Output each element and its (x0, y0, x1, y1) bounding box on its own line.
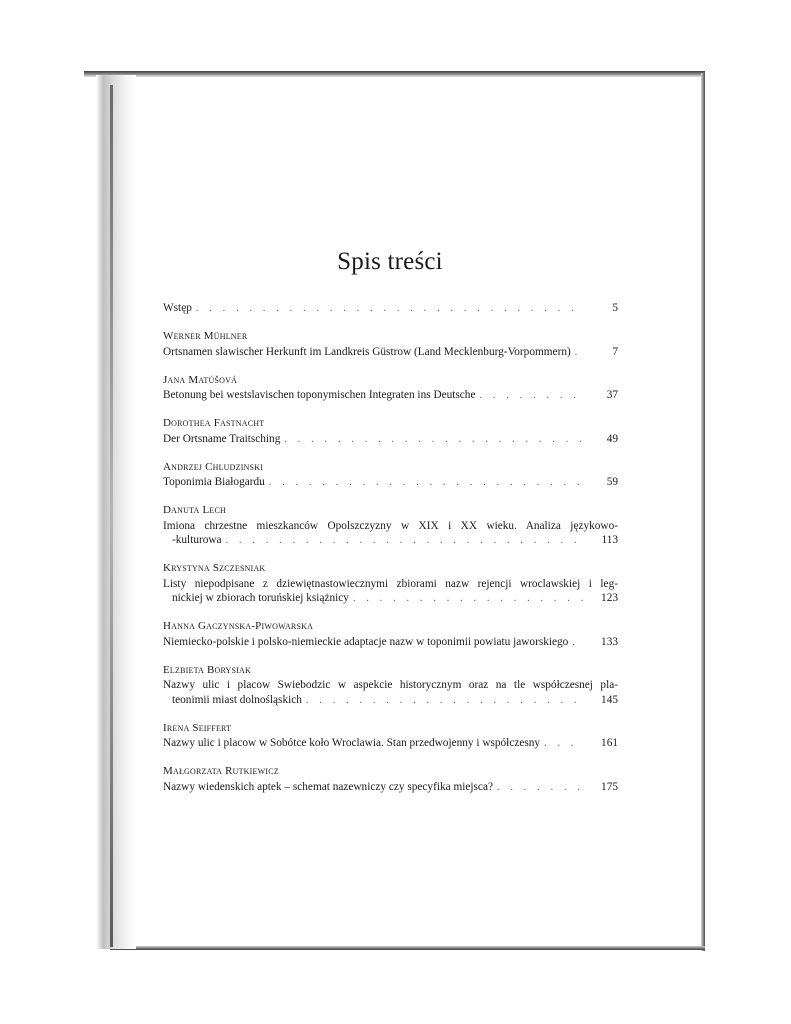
toc-title-line: nickiej w zbiorach toruńskiej książnicy (172, 592, 349, 604)
toc-line (163, 577, 618, 592)
toc-page-number: 5 (612, 302, 618, 314)
toc-page-number: 133 (601, 635, 618, 648)
dot-leader (479, 389, 584, 404)
toc-author: Małgorzata Rutkiewicz (163, 765, 279, 777)
toc-line (163, 475, 618, 491)
toc-entry (163, 301, 618, 317)
page-title: Spis treści (337, 248, 443, 275)
toc-title-line: Listy niepodpisane z dziewiętnastowiecznymi zbiorami nazw rejencji wroclawskiej i leg- (163, 577, 618, 590)
toc-page-number: 113 (601, 534, 618, 546)
toc-title-line: Nazwy wiedenskich aptek – schemat nazewniczy czy specyfika miejsca? (163, 780, 493, 793)
toc-title-line: Imiona chrzestne mieszkanców Opolszczyzny w XIX i XX wieku. Analiza językowo- (163, 519, 618, 532)
toc-line (163, 693, 618, 709)
toc-entry (163, 561, 618, 607)
toc-entry (163, 721, 618, 752)
toc-title-line: Nazwy ulic i placow Swiebodzic w aspekcie historycznym oraz na tle współczesnej pla- (163, 679, 618, 691)
toc-author: Werner Mühlner (163, 330, 248, 342)
toc-author: Elzbieta Borysiak (163, 663, 252, 676)
toc-page-number: 161 (601, 737, 618, 749)
toc-line (163, 519, 618, 534)
toc-author: Andrzej Chludzinski (163, 460, 264, 473)
dot-leader (196, 302, 584, 317)
toc-title-line: Wstęp (163, 302, 192, 314)
scan-top-edge (84, 71, 705, 77)
book-spine-line (110, 85, 113, 947)
toc-entry (163, 503, 618, 549)
dot-leader (497, 781, 584, 796)
toc-line (163, 780, 618, 796)
toc-page-number: 37 (606, 389, 618, 401)
toc-page-number: 145 (601, 693, 618, 706)
dot-leader (544, 737, 584, 752)
dot-leader (575, 346, 584, 361)
toc-line (163, 736, 618, 752)
dot-leader (284, 433, 584, 448)
toc-line (163, 591, 618, 607)
toc-author: Danuta Lech (163, 504, 226, 516)
toc-title-line: Der Ortsname Traitsching (163, 432, 281, 445)
toc-author: Krystyna Szczesniak (163, 562, 266, 574)
toc-title-line: -kulturowa (172, 534, 222, 546)
toc-line (163, 432, 618, 448)
scan-right-edge (701, 73, 705, 951)
dot-leader (353, 592, 584, 607)
table-of-contents (163, 301, 618, 808)
toc-line (163, 301, 618, 317)
dot-leader (306, 694, 584, 709)
toc-line (163, 635, 618, 651)
toc-page-number: 59 (606, 476, 618, 488)
toc-title-line: Nazwy ulic i placow w Sobótce koło Wroclawia. Stan przedwojenny i współczesny (163, 737, 541, 749)
toc-line (163, 678, 618, 693)
toc-title-line: teonimii miast dolnośląskich (172, 693, 302, 706)
toc-page-number: 7 (612, 345, 618, 358)
toc-line (163, 388, 618, 404)
toc-title-line: Toponimia Białogardu (163, 476, 265, 488)
toc-entry (163, 764, 618, 795)
dot-leader (572, 636, 584, 651)
toc-title-line: Betonung bei westslavischen toponymischen Integraten ins Deutsche (163, 389, 476, 401)
toc-title-line: Niemiecko-polskie i polsko-niemieckie adaptacje nazw w toponimii powiatu jaworskiego (163, 635, 569, 648)
toc-title-line: Ortsnamen slawischer Herkunft im Landkreis Güstrow (Land Mecklenburg-Vorpommern) (163, 345, 571, 358)
toc-page-number: 175 (601, 780, 618, 793)
toc-author: Irena Seiffert (163, 721, 232, 734)
toc-entry (163, 619, 618, 650)
dot-leader (269, 476, 584, 491)
toc-author: Jana Matúšová (163, 373, 238, 386)
toc-entry (163, 329, 618, 360)
dot-leader (226, 534, 584, 549)
toc-entry (163, 663, 618, 709)
toc-entry (163, 416, 618, 447)
toc-line (163, 533, 618, 549)
toc-page-number: 49 (606, 432, 618, 445)
toc-entry (163, 460, 618, 491)
toc-entry (163, 373, 618, 404)
toc-author: Hanna Gaczynska-Piwowarska (163, 620, 314, 632)
toc-line (163, 345, 618, 361)
scan-bottom-edge (110, 946, 705, 950)
book-gutter-shadow (96, 75, 136, 949)
toc-author: Dorothea Fastnacht (163, 417, 265, 429)
toc-page-number: 123 (601, 592, 618, 604)
